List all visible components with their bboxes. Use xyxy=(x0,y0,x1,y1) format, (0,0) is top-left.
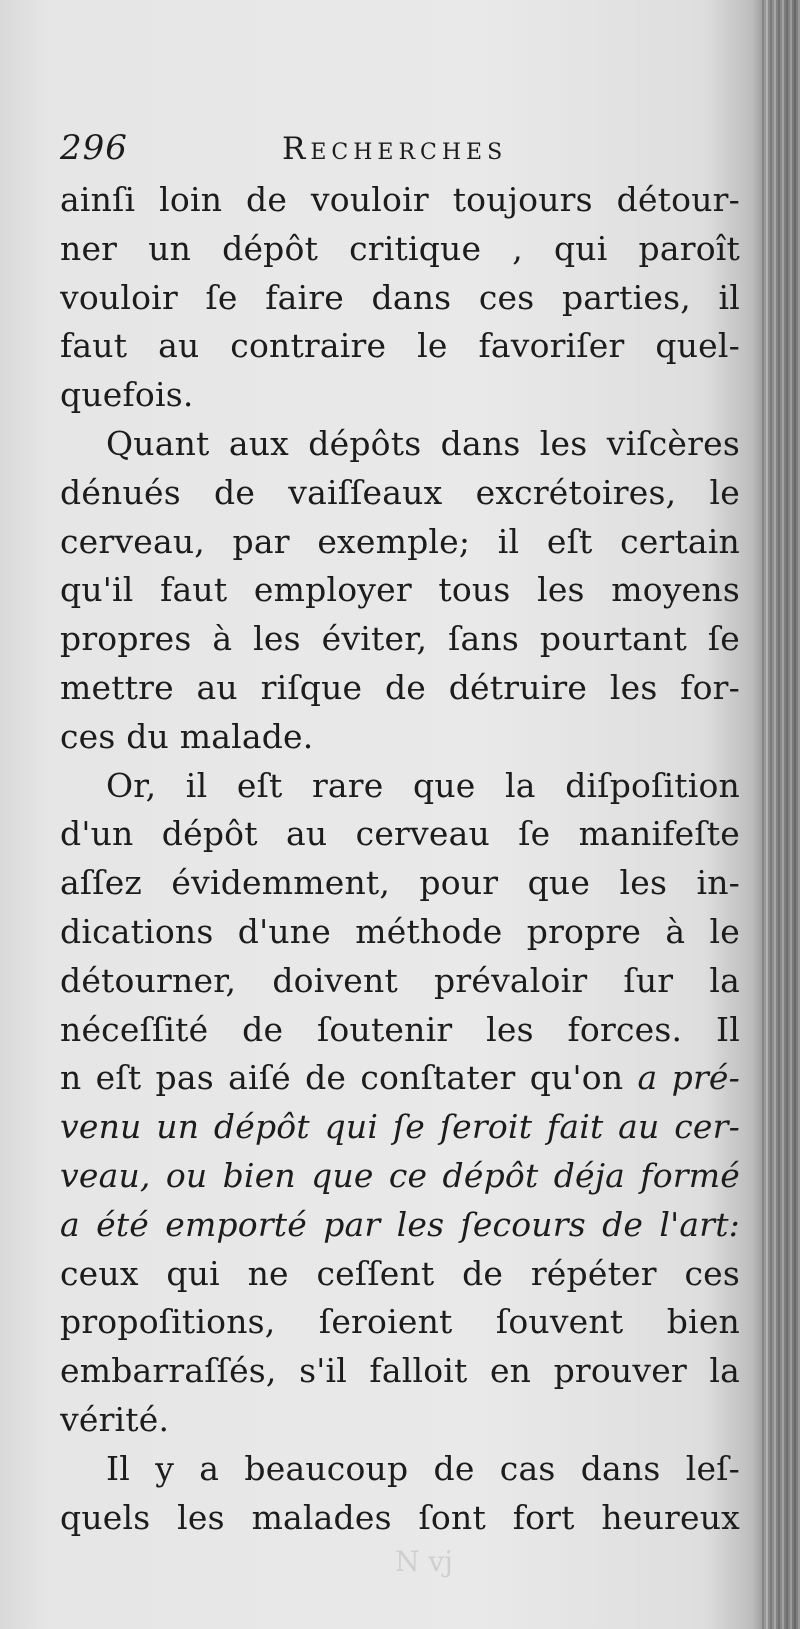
text-line: mettre au riſque de détruire les for- xyxy=(60,667,740,707)
text-line: dénués de vaiſſeaux excrétoires, le xyxy=(60,472,740,512)
text-line: ainſi loin de vouloir toujours détour- xyxy=(60,180,740,219)
text-line-italic: veau, ou bien que ce dépôt déja formé xyxy=(60,1155,740,1195)
text-line: embarraſſés, s'il falloit en prouver la xyxy=(60,1351,740,1391)
text-line: Il y a beaucoup de cas dans leſ- xyxy=(106,1448,740,1488)
text-line: faut au contraire le favoriſer quel- xyxy=(60,326,740,366)
page-number: 296 xyxy=(60,128,128,168)
text-line-italic: a été emporté par les ſecours de l'art: xyxy=(60,1204,740,1244)
text-line: ceux qui ne ceſſent de répéter ces xyxy=(60,1253,740,1293)
text-line: ces du malade. xyxy=(60,716,314,756)
text-line: Or, il eſt rare que la diſpoſition xyxy=(106,765,740,805)
text-line: cerveau, par exemple; il eſt certain xyxy=(60,521,740,561)
running-head: Recherches xyxy=(282,131,508,167)
text-line: vouloir ſe faire dans ces parties, il xyxy=(60,277,740,317)
text-line xyxy=(60,1054,740,1103)
text-line: d'un dépôt au cerveau ſe manifeſte xyxy=(60,814,740,854)
text-line: propoſitions, ſeroient ſouvent bien xyxy=(60,1302,740,1342)
text-line: néceſſité de ſoutenir les forces. Il xyxy=(60,1009,740,1049)
text-line: quels les malades ſont fort heureux xyxy=(60,1497,740,1537)
book-page xyxy=(60,128,740,1542)
paragraph-3 xyxy=(60,762,740,1445)
text-line: dications d'une méthode propre à le xyxy=(60,911,740,951)
signature-mark: N vj xyxy=(395,1545,453,1578)
text-italic: a pré- xyxy=(637,1058,740,1098)
paragraph-1 xyxy=(60,176,740,420)
binding-gutter xyxy=(762,0,800,1629)
text-line: ner un dépôt critique , qui paroît xyxy=(60,228,740,268)
page-header xyxy=(60,128,740,172)
text-line: vérité. xyxy=(60,1399,170,1439)
text-line: qu'il faut employer tous les moyens xyxy=(60,570,740,610)
text-line: aſſez évidemment, pour que les in- xyxy=(60,863,740,903)
text-line: détourner, doivent prévaloir ſur la xyxy=(60,960,740,1000)
text-line: Quant aux dépôts dans les viſcères xyxy=(106,423,740,463)
text-line: propres à les éviter, ſans pourtant ſe xyxy=(60,619,740,659)
text-line-italic: venu un dépôt qui ſe ſeroit fait au cer- xyxy=(60,1107,740,1147)
paragraph-4 xyxy=(60,1445,740,1543)
paragraph-2 xyxy=(60,420,740,762)
text-roman: n eſt pas aiſé de conſtater qu'on xyxy=(60,1058,638,1098)
text-line: quefois. xyxy=(60,375,194,415)
